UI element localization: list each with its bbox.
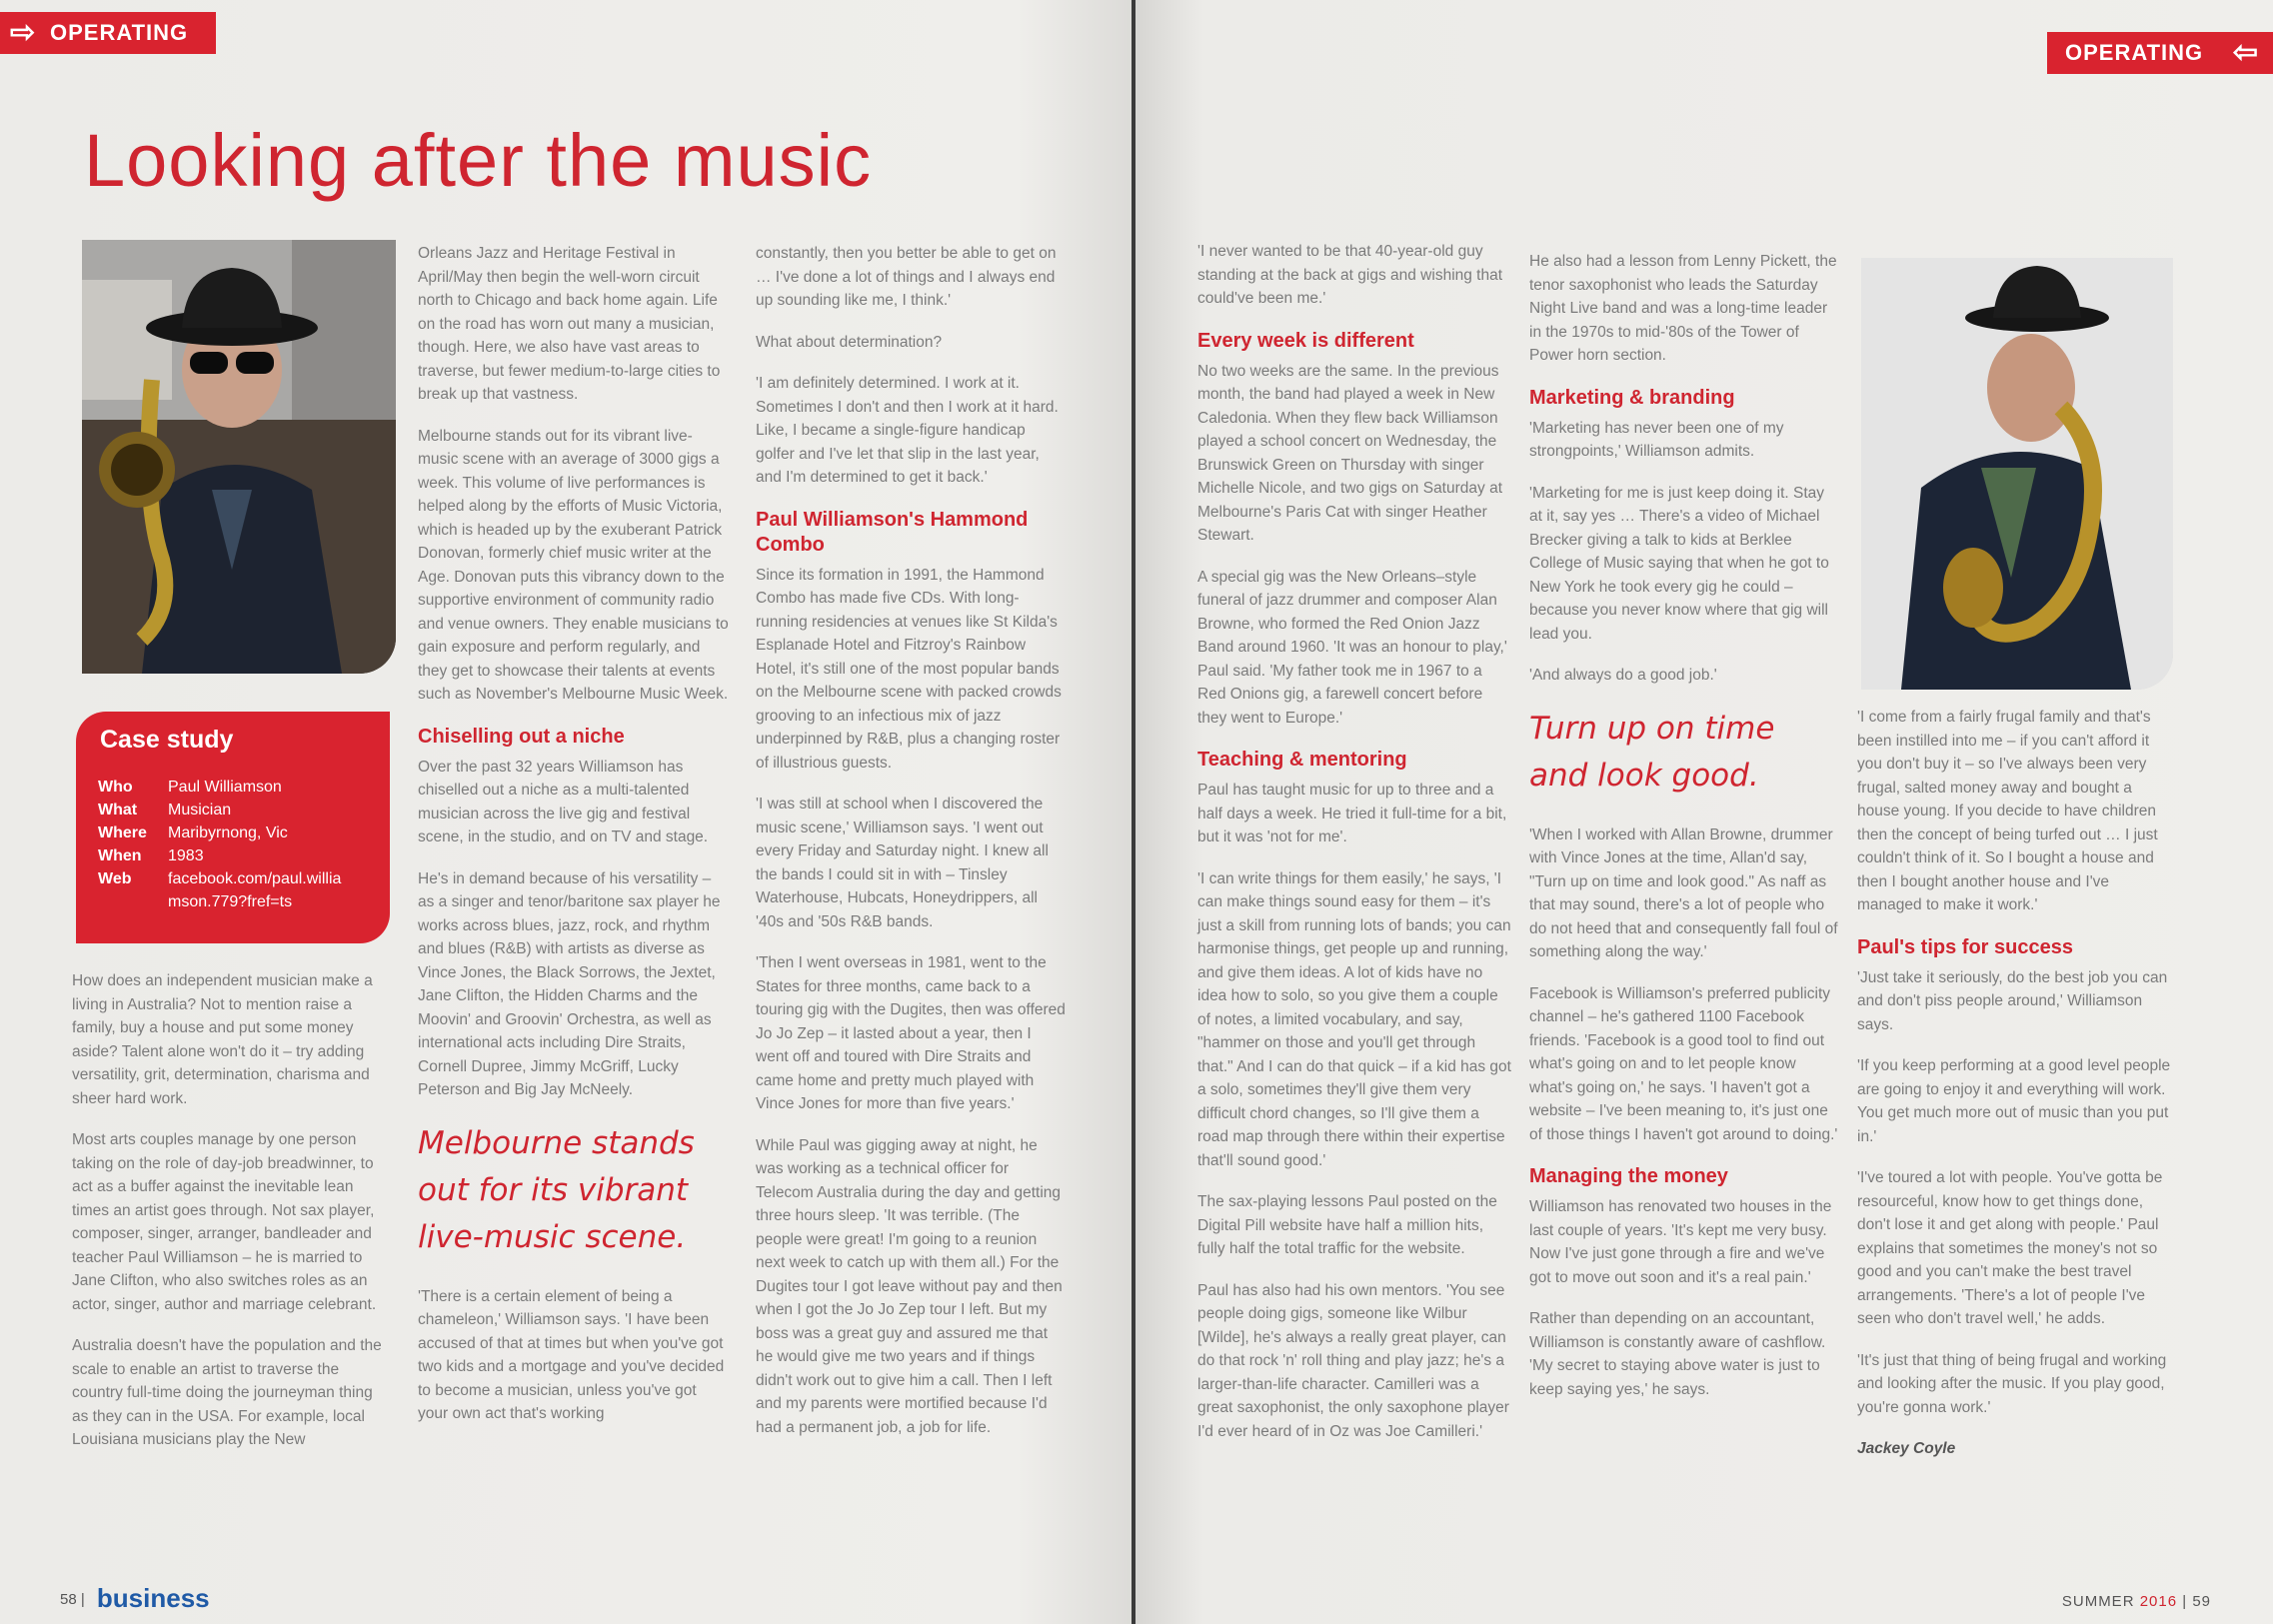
footer-right: SUMMER 2016 | 59 bbox=[2061, 1593, 2211, 1610]
musician-photo-right bbox=[1861, 258, 2173, 690]
section-tag-label: OPERATING bbox=[2065, 40, 2204, 65]
paragraph: 'I was still at school when I discovered the music scene,' Williamson says. 'I went out every Friday and Saturday night. I knew all the bands I could sit in with – Tinsley Waterhouse, Hubcats, Honeydrippers, all '40s and '50s R&B bands. bbox=[756, 796, 1049, 930]
paragraph: constantly, then you better be able to get on … I've done a lot of things and I always end up sounding like me, I think.' bbox=[756, 245, 1057, 309]
footer-left: 58 | business bbox=[60, 1583, 210, 1613]
paragraph: 'Marketing for me is just keep doing it. Stay at it, say yes … There's a video of Michael Brecker giving a talk to kids at Berklee College of Music saying that when he got to New York he took every gig he could – because you never know where that gig will lead you. bbox=[1529, 484, 1829, 643]
case-key: What bbox=[98, 802, 138, 818]
case-value: 1983 bbox=[168, 847, 204, 864]
paragraph: 'I've toured a lot with people. You've gotta be resourceful, know how to get things done, don't lose it and get along with people.' Paul explains that sometimes the money's not so good and you can't make the best travel arrangements. 'There's a lot of people I've seen who don't travel well,' he adds. bbox=[1857, 1169, 2163, 1327]
business-logo: business bbox=[96, 1583, 210, 1613]
paragraph: Australia doesn't have the population and the scale to enable an artist to traverse the country full-time doing the journeyman thing as they can in the USA. For example, local Louisiana musicians play the New bbox=[72, 1337, 382, 1448]
paragraph: While Paul was gigging away at night, he was working as a technical officer for Telecom Australia during the day and getting three hours sleep. 'It was terrible. (The people were great! I'm going to a reunion next week to catch up with them all.) For the Dugites tour I got leave without pay and then when I got the Jo Jo Zep tour I left. But my boss was a great guy and assured me that he would give me two years and if things didn't work out to give him a call. Then I left and my parents were mortified because I'd had a permanent job, a job for life. bbox=[756, 1136, 1063, 1436]
article-headline: Looking after the music bbox=[84, 119, 873, 202]
paragraph: Melbourne stands out for its vibrant live-music scene with an average of 3000 gigs a week. This volume of live performances is helped along by the efforts of Music Victoria, which is headed up by the exuberant Patrick Donovan, formerly chief music writer at the Age. Donovan puts this vibrancy down to the supportive environment of community radio and venue owners. They enable musicians to gain exposure and perform regularly, and they get to showcase their talents at events such as November's Melbourne Music Week. bbox=[418, 427, 729, 703]
case-value: Musician bbox=[168, 802, 232, 818]
paragraph: Over the past 32 years Williamson has chiselled out a niche as a multi-talented musician across the live gig and festival scene, in the studio, and on TV and stage. bbox=[418, 758, 709, 845]
paragraph: Most arts couples manage by one person taking on the role of day-job breadwinner, to act as a buffer against the inevitable lean times an artist goes through. Not sax player, composer, singer, arranger, bandleader and teacher Paul Williamson – he is married to Jane Clifton, who also switches roles as an actor, singer, author and marriage celebrant. bbox=[72, 1131, 377, 1313]
arrow-right-icon: ⇨ bbox=[10, 16, 37, 49]
subheading: Marketing & branding bbox=[1529, 386, 1735, 409]
case-study-row bbox=[98, 799, 360, 821]
paragraph: Paul has also had his own mentors. 'You see people doing gigs, someone like Wilbur [Wilde], he's always a really great player, can do that rock 'n' roll thing and play jazz; he's a larger-than-life character. Camilleri was a great saxophonist, the only saxophone player I'd ever heard of in Oz was Joe Camilleri.' bbox=[1197, 1281, 1509, 1440]
pull-quote: Turn up on time and look good. bbox=[1529, 710, 1775, 794]
paragraph: The sax-playing lessons Paul posted on the Digital Pill website have half a million hits, fully half the total traffic for the website. bbox=[1197, 1193, 1497, 1257]
paragraph: How does an independent musician make a living in Australia? Not to mention raise a family, buy a house and put some money aside? Talent alone won't do it – try adding versatility, grit, determination, charisma and sheer hard work. bbox=[72, 972, 373, 1107]
case-key: Where bbox=[98, 824, 147, 841]
paragraph: Williamson has renovated two houses in the last couple of years. 'It's kept me very busy. Now I've just gone through a fire and we've got to move out soon and it's a real pain.' bbox=[1529, 1198, 1832, 1286]
left-page bbox=[0, 0, 1132, 1624]
right-column-2 bbox=[1529, 250, 1839, 1419]
section-tag-left bbox=[0, 12, 216, 54]
paragraph: He also had a lesson from Lenny Pickett, the tenor saxophonist who leads the Saturday Night Live band and was a long-time leader in the 1970s to mid-'80s of the Tower of Power horn section. bbox=[1529, 253, 1837, 364]
case-study-row bbox=[98, 844, 360, 867]
paragraph: 'I am definitely determined. I work at it. Sometimes I don't and then I work at it hard. Like, I became a single-figure handicap golfer and I've let that slip in the last year, and I'm determined to get it back.' bbox=[756, 375, 1059, 486]
case-web-link[interactable]: facebook.com/paul.williamson.779?fref=ts bbox=[168, 870, 342, 910]
case-study-table bbox=[98, 776, 360, 913]
case-study-row bbox=[98, 821, 360, 844]
case-study-box bbox=[76, 712, 390, 943]
paragraph: 'And always do a good job.' bbox=[1529, 667, 1717, 684]
case-value: Paul Williamson bbox=[168, 779, 282, 796]
subheading: Paul's tips for success bbox=[1857, 935, 2073, 958]
section-tag-label: OPERATING bbox=[50, 20, 189, 45]
paragraph: 'There is a certain element of being a chameleon,' Williamson says. 'I have been accused of that at times but when you've got two kids and a mortgage and you've decided to become a musician, unless you've got your own act that's working bbox=[418, 1287, 725, 1422]
paragraph: Rather than depending on an accountant, Williamson is constantly aware of cashflow. 'My secret to staying above water is just to keep saying yes,' he says. bbox=[1529, 1310, 1826, 1398]
paragraph: 'It's just that thing of being frugal and working and looking after the music. If you play good, you're gonna work.' bbox=[1857, 1351, 2167, 1416]
arrow-left-icon: ⇦ bbox=[2232, 36, 2259, 69]
page-number: 59 bbox=[2192, 1593, 2211, 1610]
musician-illustration bbox=[82, 240, 396, 674]
paragraph: No two weeks are the same. In the previous month, the band had played a week in New Caledonia. When they flew back Williamson played a school concert on Wednesday, the Brunswick Green on Thursday with singer Michelle Nicole, and two gigs on Saturday at Melbourne's Paris Cat with singer Heather Stewart. bbox=[1197, 362, 1502, 544]
year-label: 2016 bbox=[2139, 1593, 2178, 1610]
case-key: When bbox=[98, 847, 142, 864]
musician-photo-left bbox=[82, 240, 396, 674]
case-key: Web bbox=[98, 870, 132, 887]
right-page bbox=[1136, 0, 2273, 1624]
page-number: 58 bbox=[60, 1591, 77, 1608]
paragraph: What about determination? bbox=[756, 333, 943, 351]
paragraph: Paul has taught music for up to three and a half days a week. He tried it full-time for a bit, but it was 'not for me'. bbox=[1197, 782, 1507, 845]
subheading: Every week is different bbox=[1197, 329, 1414, 352]
paragraph: 'Then I went overseas in 1981, went to the States for three months, came back to a touring gig with the Dugites, then was offered Jo Jo Zep – it lasted about a year, then I went off and toured with Dire Straits and came home and pretty much played with Vince Jones for more than five years.' bbox=[756, 954, 1066, 1112]
subheading: Paul Williamson's Hammond Combo bbox=[756, 508, 1029, 556]
section-tag-right bbox=[2047, 32, 2273, 74]
paragraph: 'I can write things for them easily,' he says, 'I can make things sound easy for them – it's just a skill from running lots of bands; you can harmonise things, get people up and running, and give them ideas. A lot of kids have no idea how to solo, so you give them a couple of notes, a limited vocabulary, and say, "hammer on those and you'll get through that." And I can do that quick – if a kid has got a solo, sometimes they'll give them very difficult chord changes, so I'll give them a road map through there within their expertise that'll sound good.' bbox=[1197, 869, 1511, 1169]
season-label: SUMMER bbox=[2061, 1593, 2135, 1610]
case-value: Maribyrnong, Vic bbox=[168, 824, 288, 841]
paragraph: He's in demand because of his versatility – as a singer and tenor/baritone sax player he works across blues, jazz, rock, and rhythm and blues (R&B) with artists as diverse as Vince Jones, the Black Sorrows, the Jextet, Jane Clifton, the Hidden Charms and the Moovin' and Groovin' Orchestra, as well as international acts including Dire Straits, Cornell Dupree, Jimmy McGriff, Lucky Peterson and Big Jay McNeely. bbox=[418, 869, 721, 1098]
left-column-3 bbox=[756, 242, 1068, 1457]
paragraph: Since its formation in 1991, the Hammond Combo has made five CDs. With long-running residencies at venues like St Kilda's Esplanade Hotel and Fitzroy's Rainbow Hotel, it's still one of the most popular bands on the Melbourne scene with packed crowds grooving to an infectious mix of jazz underpinned by R&B, plus a changing roster of illustrious guests. bbox=[756, 566, 1062, 772]
left-column-1 bbox=[72, 969, 388, 1470]
right-column-3 bbox=[1857, 706, 2173, 1479]
right-column-1 bbox=[1197, 240, 1511, 1461]
paragraph: 'If you keep performing at a good level people are going to enjoy it and everything will work. You get much more out of music than you put in.' bbox=[1857, 1057, 2171, 1145]
paragraph: Facebook is Williamson's preferred publicity channel – he's gathered 1100 Facebook friends. 'Facebook is a good tool to find out what's going on and to let people know what's going on,' he says. 'I haven't got a website – I've been meaning to, it's just one of those things I haven't got around to doing.' bbox=[1529, 984, 1838, 1143]
case-study-title: Case study bbox=[100, 726, 234, 754]
case-key: Who bbox=[98, 779, 133, 796]
paragraph: 'Just take it seriously, do the best job you can and don't piss people around,' Williamson says. bbox=[1857, 968, 2168, 1033]
subheading: Managing the money bbox=[1529, 1165, 1728, 1187]
paragraph: 'I never wanted to be that 40-year-old guy standing at the back at gigs and wishing that could've been me.' bbox=[1197, 243, 1503, 307]
case-study-row bbox=[98, 867, 360, 913]
paragraph: 'When I worked with Allan Browne, drummer with Vince Jones at the time, Allan'd say, "Turn up on time and look good." As naff as that may sound, there's a lot of people who do not heed that and consequently fall foul of something along the way.' bbox=[1529, 825, 1838, 960]
paragraph: 'I come from a fairly frugal family and that's been instilled into me – if you can't afford it you don't buy it – so I've always been very frugal, salted money away and bought a house young. If you decide to have children then the concept of being turfed out … I just couldn't think of it. So I bought a house and then I bought another house and I've managed to make it work.' bbox=[1857, 709, 2158, 913]
subheading: Teaching & mentoring bbox=[1197, 749, 1407, 771]
paragraph: 'Marketing has never been one of my strongpoints,' Williamson admits. bbox=[1529, 419, 1784, 460]
paragraph: A special gig was the New Orleans–style funeral of jazz drummer and composer Alan Browne, who formed the Red Onion Jazz Band around 1960. 'It was an honour to play,' Paul said. 'My father took me in 1967 to a Red Onions gig, a farewell concert before they went to Europe.' bbox=[1197, 568, 1507, 727]
byline: Jackey Coyle bbox=[1857, 1440, 1956, 1457]
paragraph: Orleans Jazz and Heritage Festival in April/May then begin the well-worn circuit north to Chicago and back home again. Life on the road has worn out many a musician, though. Here, we also have vast areas to traverse, but fewer medium-to-large cities to break up that vastness. bbox=[418, 245, 721, 403]
subheading: Chiselling out a niche bbox=[418, 725, 625, 748]
case-study-row bbox=[98, 776, 360, 799]
pull-quote: Melbourne stands out for its vibrant live-music scene. bbox=[418, 1124, 695, 1255]
left-column-2 bbox=[418, 242, 730, 1444]
musician-illustration bbox=[1861, 258, 2173, 690]
